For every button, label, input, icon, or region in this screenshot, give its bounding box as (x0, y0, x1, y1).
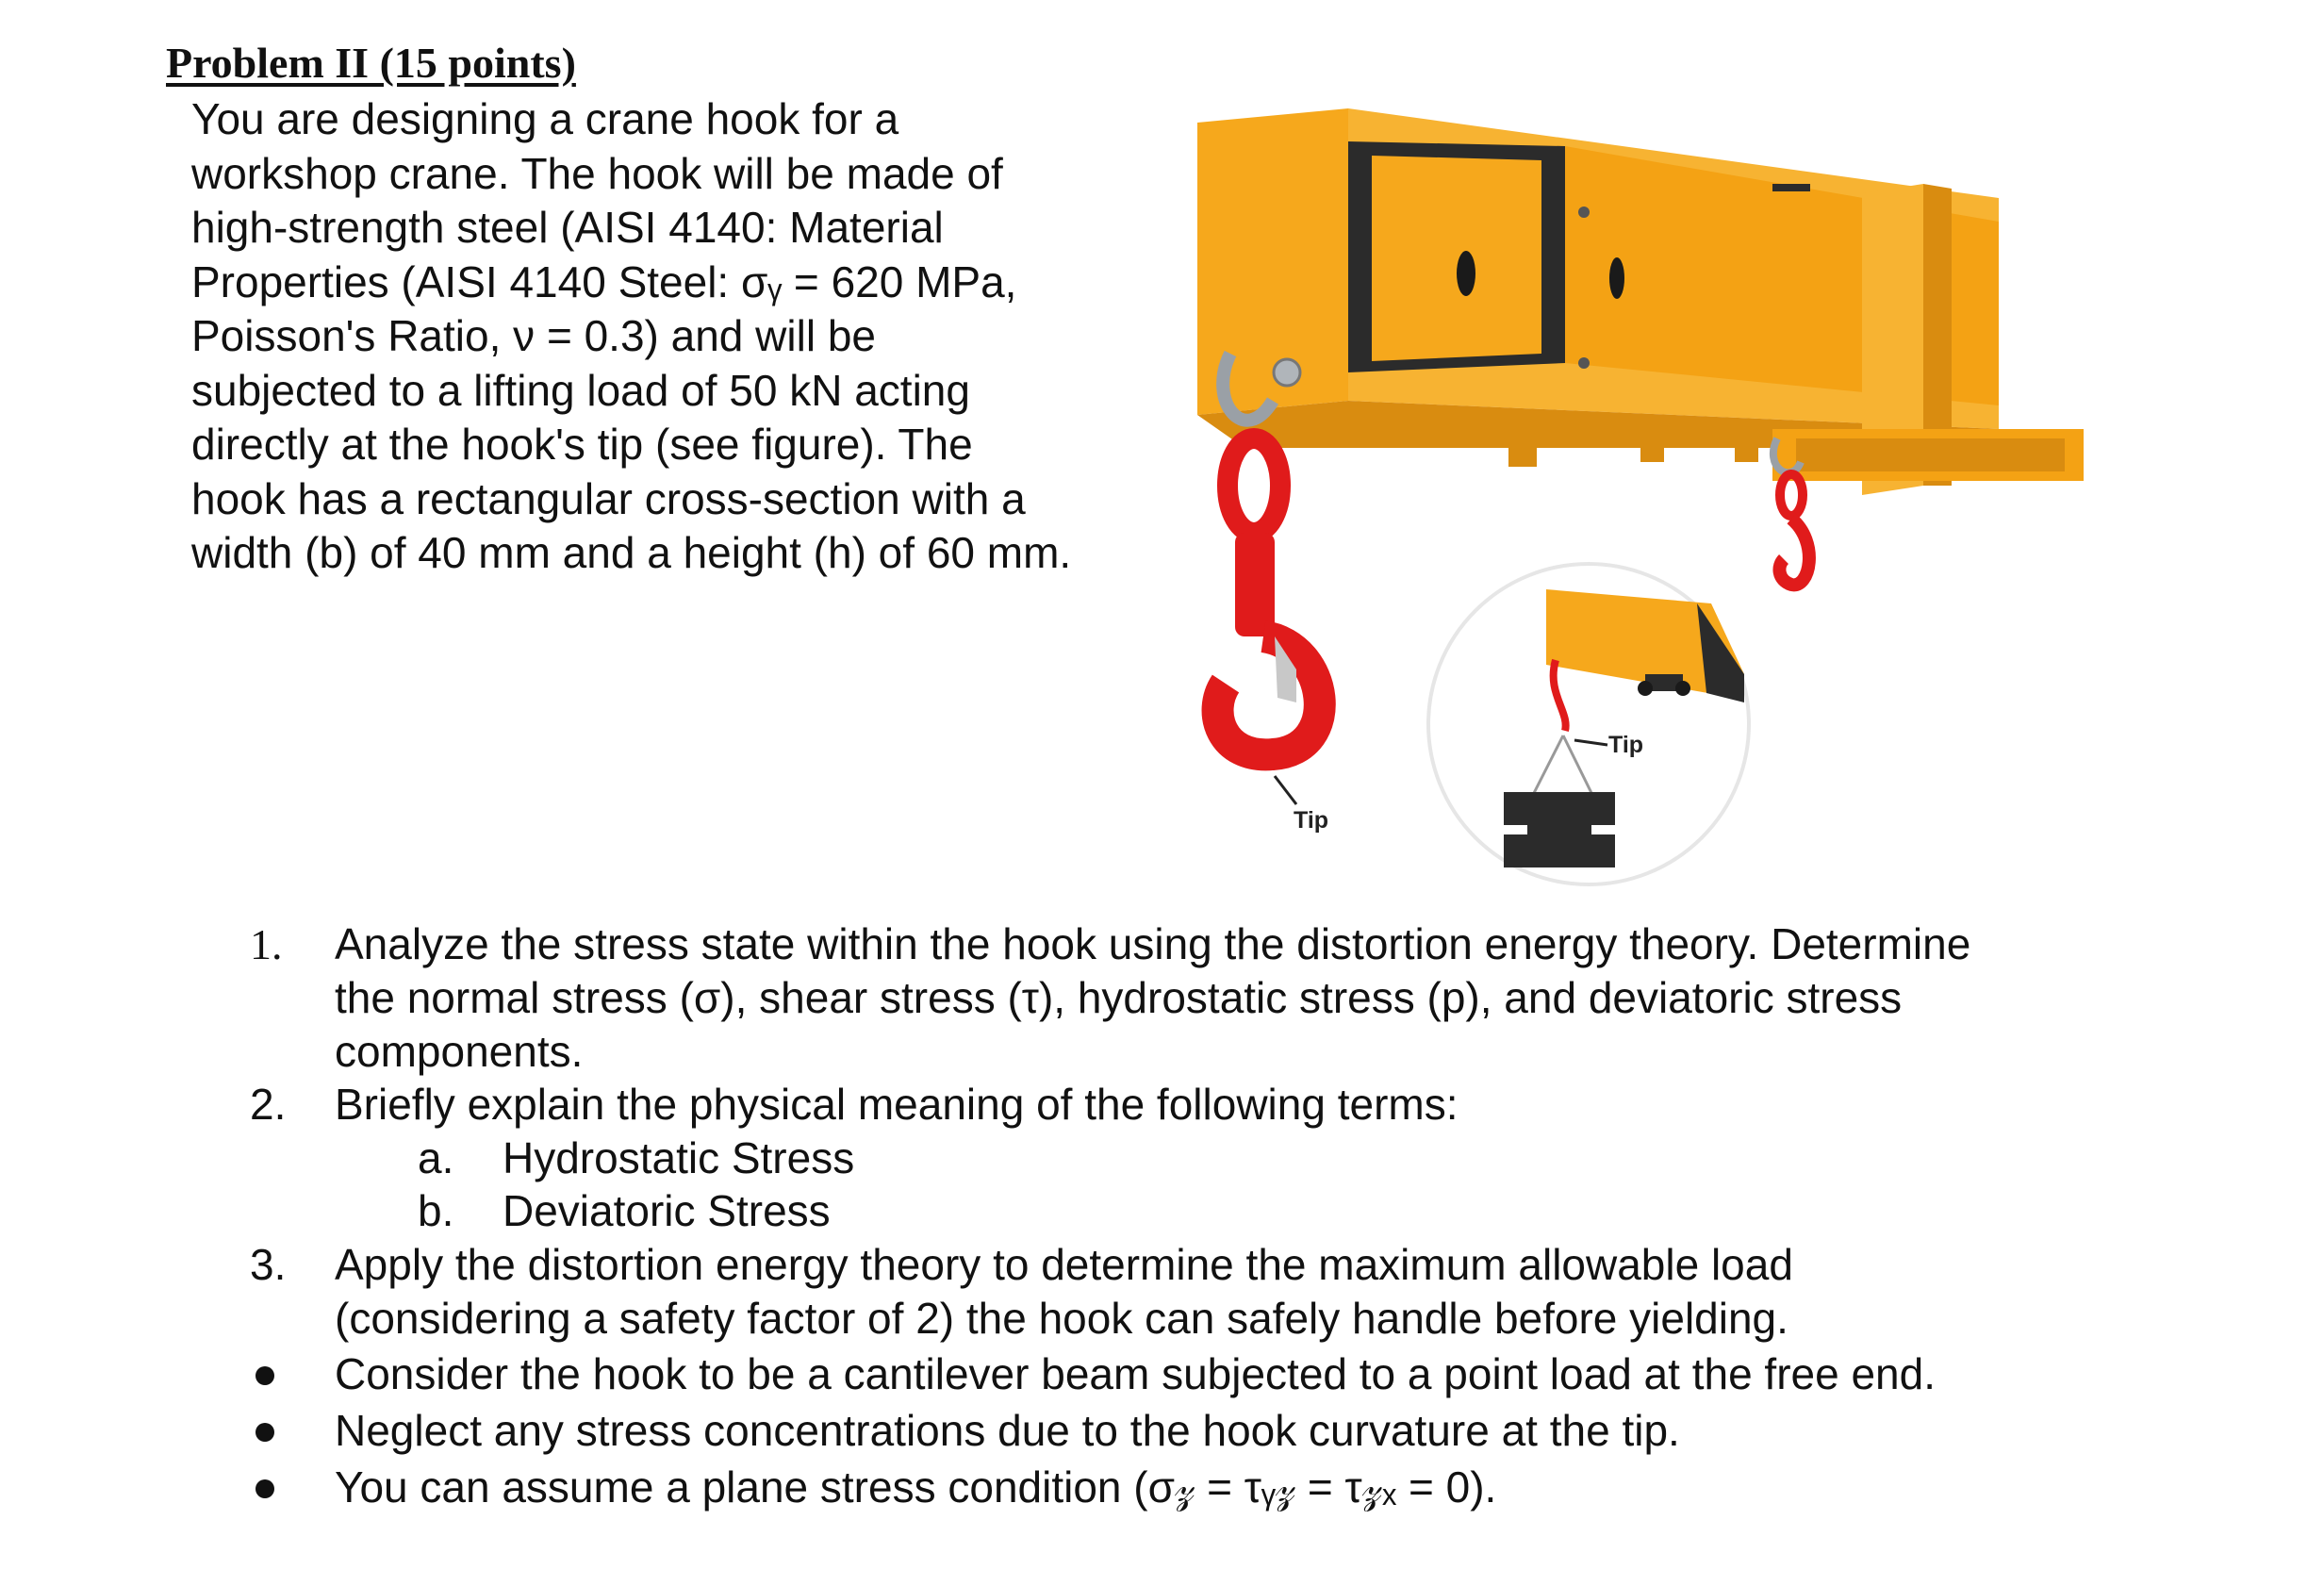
question-text (335, 917, 1970, 1079)
question-line: Apply the distortion energy theory to determine the maximum allowable load (335, 1240, 1793, 1289)
note-bullet (250, 1461, 2135, 1514)
sub-item-b (418, 1184, 1172, 1238)
intro-line: You are designing a crane hook for a (191, 94, 899, 143)
intro-line: Poisson's Ratio, ν = 0.3) and will be (191, 311, 876, 360)
crane-illustration (1169, 90, 2112, 919)
intro-line: workshop crane. The hook will be made of (191, 148, 1003, 198)
inset-tip-label: Tip (1608, 732, 1644, 758)
problem-intro (191, 92, 1172, 581)
question-text (335, 1238, 1793, 1346)
question-number: 1. (250, 920, 283, 968)
question-line: the normal stress (σ), shear stress (τ), hydrostatic stress (p), and deviatoric stress (335, 973, 1903, 1022)
question-line: components. (335, 1027, 584, 1076)
problem-title: Problem II (15 points) (166, 39, 576, 87)
sub-item-text: Hydrostatic Stress (503, 1133, 855, 1182)
tip-pointer (1275, 776, 1296, 804)
question-number: 3. (250, 1240, 287, 1289)
question-line: Analyze the stress state within the hook using the distortion energy theory. Determine (335, 919, 1971, 968)
intro-line: hook has a rectangular cross-section with a (191, 473, 1026, 523)
note-text: Consider the hook to be a cantilever beam subjected to a point load at the free end. (335, 1349, 1937, 1398)
question-number: 2. (250, 1080, 287, 1129)
crane-figure (1169, 90, 2112, 919)
bullet-dot (255, 1423, 274, 1442)
note-bullet (250, 1347, 2135, 1401)
bullet-dot (255, 1366, 274, 1385)
question-text: Briefly explain the physical meaning of the following terms: (335, 1080, 1459, 1129)
note-text: Neglect any stress concentrations due to the hook curvature at the tip. (335, 1406, 1680, 1455)
question-1 (250, 917, 2135, 1079)
question-line: (considering a safety factor of 2) the hook can safely handle before yielding. (335, 1294, 1788, 1343)
crane-beam (1197, 108, 2084, 495)
bullet-dot (255, 1479, 274, 1498)
note-bullet (250, 1404, 2135, 1458)
question-3 (250, 1238, 2135, 1346)
intro-line: high-strength steel (AISI 4140: Material (191, 203, 944, 252)
sub-item-text: Deviatoric Stress (503, 1186, 831, 1235)
inset-illustration (1428, 564, 1749, 884)
note-text: You can assume a plane stress condition (σ𝓏 = τᵧ𝓏 = τ𝓏ₓ = 0). (335, 1462, 1497, 1512)
intro-line: subjected to a lifting load of 50 kN acting (191, 365, 970, 415)
sub-item-marker: a. (418, 1133, 454, 1182)
sub-item-marker: b. (418, 1186, 454, 1235)
question-2 (250, 1078, 2135, 1132)
sub-item-a (418, 1132, 1172, 1185)
tip-label: Tip (1294, 807, 1329, 834)
intro-line: directly at the hook's tip (see figure). The (191, 420, 973, 469)
intro-line: width (b) of 40 mm and a height (h) of 60 mm. (191, 528, 1072, 577)
intro-line: Properties (AISI 4140 Steel: σᵧ = 620 MPa, (191, 256, 1017, 306)
